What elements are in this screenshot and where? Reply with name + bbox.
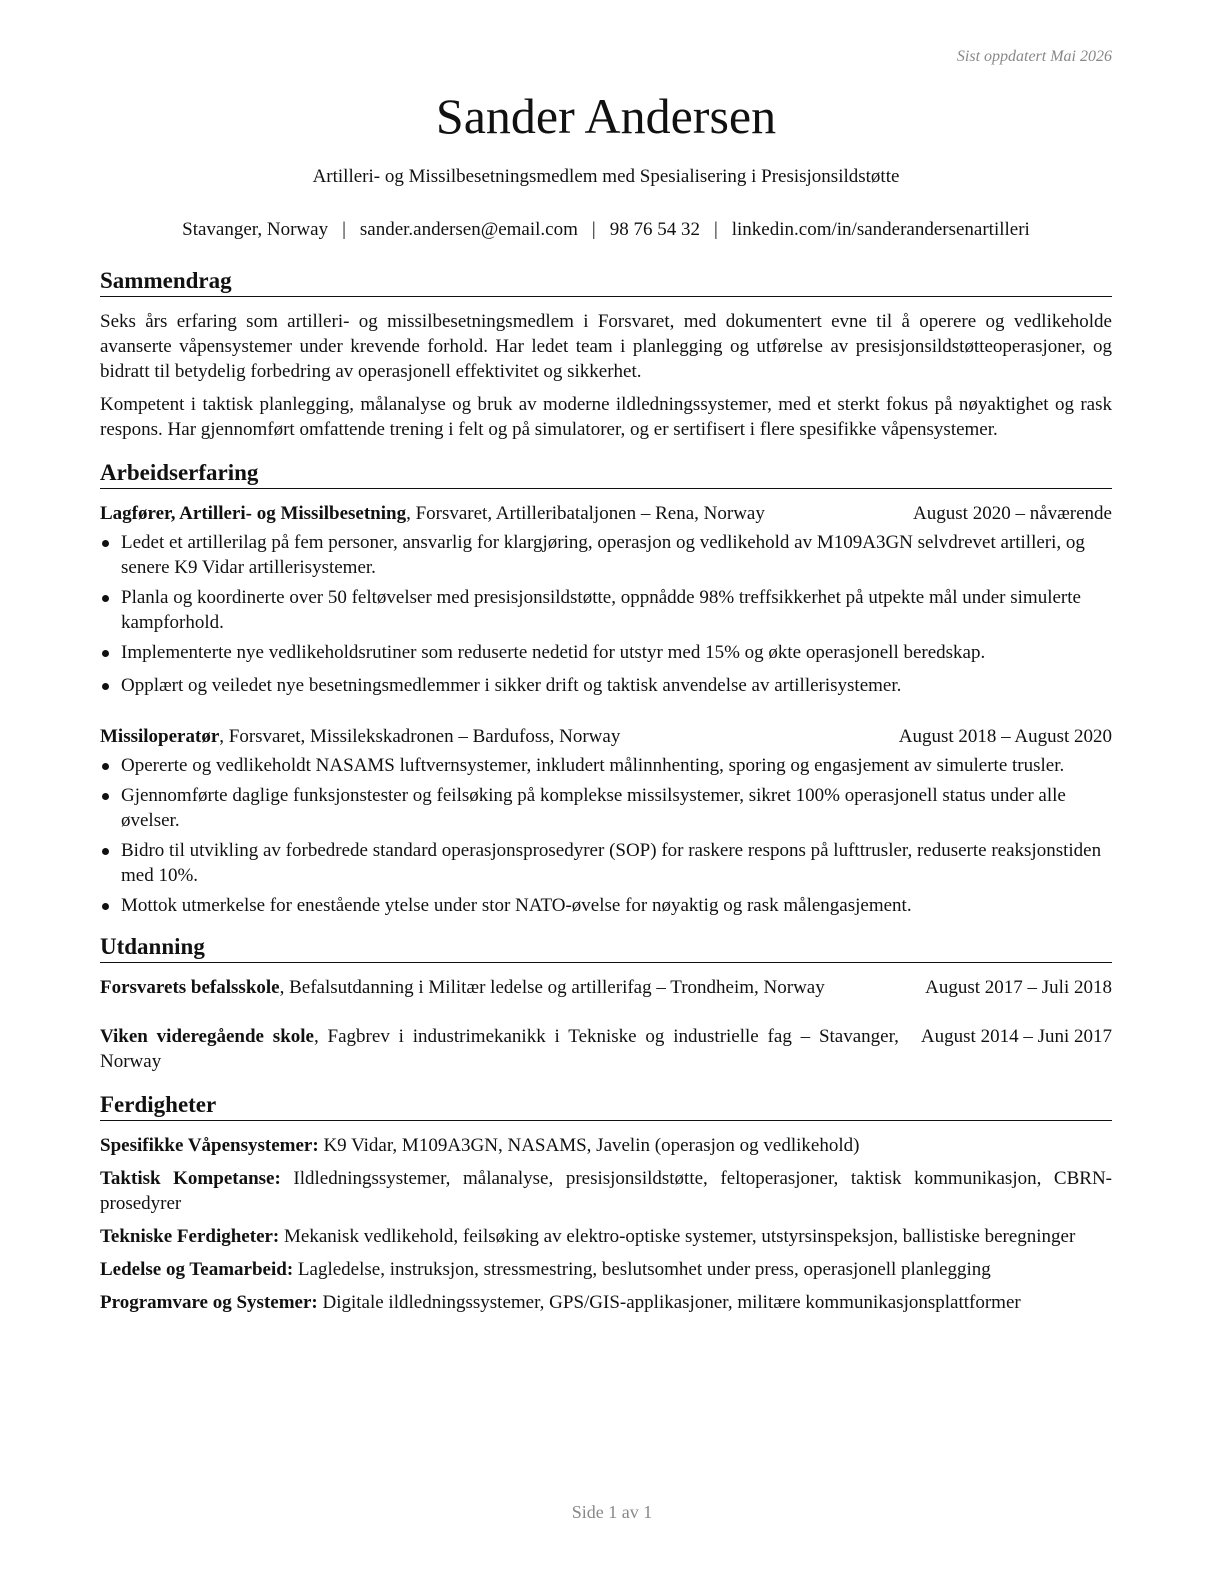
section-title-education: Utdanning bbox=[100, 932, 1112, 963]
school-name: Forsvarets befalsskole bbox=[100, 977, 280, 998]
education-detail bbox=[100, 1024, 899, 1074]
experience-header bbox=[100, 501, 1112, 526]
bullet-text: Mottok utmerkelse for enestående ytelse under stor NATO-øvelse for nøyaktig og rask målengasjement. bbox=[121, 895, 912, 916]
skill-label: Programvare og Systemer: bbox=[100, 1292, 318, 1313]
resume-body bbox=[100, 84, 1112, 1323]
contact-separator: | bbox=[713, 219, 718, 240]
bullet-text: Gjennomførte daglige funksjonstester og feilsøking på komplekse missilsystemer, sikret 100% operasjonell status under alle øvelser. bbox=[121, 785, 1066, 831]
bullet-text: Bidro til utvikling av forbedrede standard operasjonsprosedyrer (SOP) for raskere respons på lufttrusler, reduserte reaksjonstiden med 10%. bbox=[121, 840, 1102, 886]
list-item bbox=[100, 530, 1112, 580]
job-organization: , Forsvaret, Artilleribataljonen – Rena, Norway bbox=[406, 503, 765, 524]
education-dates: August 2017 – Juli 2018 bbox=[925, 977, 1112, 998]
summary-paragraph: Kompetent i taktisk planlegging, målanalyse og bruk av moderne ildledningssystemer, med et sterkt fokus på nøyaktighet og rask respons. Har gjennomført omfattende trening i felt og på simulatorer, og er sertifisert i flere spesifikke våpensystemer. bbox=[100, 394, 1112, 440]
education-header bbox=[100, 975, 1112, 1000]
bullet-text: Opererte og vedlikeholdt NASAMS luftvernsystemer, inkludert målinnhenting, sporing og engasjement av simulerte trusler. bbox=[121, 755, 1065, 776]
experience-bullets bbox=[100, 753, 1112, 918]
list-item bbox=[100, 640, 1112, 665]
skill-value: Mekanisk vedlikehold, feilsøking av elektro-optiske systemer, utstyrsinspeksjon, ballistiske beregninger bbox=[279, 1226, 1076, 1247]
job-organization: , Forsvaret, Missilekskadronen – Bardufoss, Norway bbox=[219, 726, 621, 747]
bullet-icon bbox=[102, 650, 109, 657]
experience-role bbox=[100, 724, 877, 749]
skill-label: Taktisk Kompetanse: bbox=[100, 1168, 281, 1189]
list-item bbox=[100, 838, 1112, 888]
skill-value: Lagledelse, instruksjon, stressmestring, beslutsomhet under press, operasjonell planlegging bbox=[293, 1259, 991, 1280]
job-dates: August 2018 – August 2020 bbox=[898, 726, 1112, 747]
list-item bbox=[100, 893, 1112, 918]
skill-row bbox=[100, 1257, 1112, 1282]
skill-row bbox=[100, 1290, 1112, 1315]
last-updated: Sist oppdatert Mai 2026 bbox=[956, 48, 1112, 65]
candidate-name: Sander Andersen bbox=[435, 88, 777, 144]
skill-label: Tekniske Ferdigheter: bbox=[100, 1226, 280, 1247]
list-item bbox=[100, 783, 1112, 833]
contact-separator: | bbox=[342, 219, 346, 240]
bullet-text: Opplært og veiledet nye besetningsmedlemmer i sikker drift og taktisk anvendelse av artillerisystemer. bbox=[121, 675, 902, 696]
summary-paragraph: Seks års erfaring som artilleri- og missilbesetningsmedlem i Forsvaret, med dokumentert evne til å operere og vedlikeholde avanserte våpensystemer under krevende forhold. Har ledet team i planlegging og utførelse av presisjonsildstøtteoperasjoner, og bidratt til betydelig forbedring av operasjonell effektivitet og sikkerhet. bbox=[100, 311, 1112, 382]
education-detail bbox=[100, 975, 903, 1000]
skill-label: Spesifikke Våpensystemer: bbox=[100, 1135, 319, 1156]
skill-label: Ledelse og Teamarbeid: bbox=[100, 1259, 294, 1280]
contact-line bbox=[100, 217, 1112, 242]
contact-separator: | bbox=[591, 219, 596, 240]
bullet-icon bbox=[102, 683, 109, 690]
skill-value: Ildledningssystemer, målanalyse, presisjonsildstøtte, feltoperasjoner, taktisk kommunikasjon, CBRN-prosedyrer bbox=[100, 1168, 1113, 1214]
page-number: Side 1 av 1 bbox=[571, 1502, 653, 1522]
experience-role bbox=[100, 501, 891, 526]
school-name: Viken videregående skole bbox=[100, 1026, 314, 1047]
job-title: Lagfører, Artilleri- og Missilbesetning bbox=[100, 503, 407, 524]
list-item bbox=[100, 673, 1112, 698]
degree-text: , Befalsutdanning i Militær ledelse og artillerifag – Trondheim, Norway bbox=[279, 977, 825, 998]
degree-text: , Fagbrev i industrimekanikk i Tekniske og industrielle fag – Stavanger, Norway bbox=[100, 1026, 899, 1072]
experience-bullets bbox=[100, 530, 1112, 698]
bullet-text: Ledet et artillerilag på fem personer, ansvarlig for klargjøring, operasjon og vedlikehold av M109A3GN selvdrevet artilleri, og senere K9 Vidar artillerisystemer. bbox=[121, 532, 1085, 578]
contact-phone: 98 76 54 32 bbox=[609, 219, 700, 240]
list-item bbox=[100, 585, 1112, 635]
skill-row bbox=[100, 1133, 1112, 1158]
skill-row bbox=[100, 1224, 1112, 1249]
section-title-skills: Ferdigheter bbox=[100, 1090, 1112, 1121]
bullet-icon bbox=[102, 903, 109, 910]
experience-entry bbox=[100, 724, 1112, 918]
bullet-icon bbox=[102, 793, 109, 800]
experience-entry bbox=[100, 501, 1112, 698]
bullet-icon bbox=[102, 763, 109, 770]
candidate-headline: Artilleri- og Missilbesetningsmedlem med Spesialisering i Presisjonsildstøtte bbox=[312, 166, 900, 187]
experience-header bbox=[100, 724, 1112, 749]
bullet-icon bbox=[102, 595, 109, 602]
education-header bbox=[100, 1024, 1112, 1074]
list-item bbox=[100, 753, 1112, 778]
contact-email[interactable]: sander.andersen@email.com bbox=[359, 219, 578, 240]
contact-location: Stavanger, Norway bbox=[182, 219, 329, 240]
section-title-summary: Sammendrag bbox=[100, 266, 1112, 297]
job-title: Missiloperatør bbox=[100, 726, 220, 747]
bullet-text: Implementerte nye vedlikeholdsrutiner som reduserte nedetid for utstyr med 15% og økte operasjonell beredskap. bbox=[121, 642, 986, 663]
bullet-icon bbox=[102, 540, 109, 547]
education-dates: August 2014 – Juni 2017 bbox=[920, 1026, 1112, 1047]
education-entry bbox=[100, 1024, 1112, 1074]
skill-value: Digitale ildledningssystemer, GPS/GIS-applikasjoner, militære kommunikasjonsplattformer bbox=[317, 1292, 1021, 1313]
job-dates: August 2020 – nåværende bbox=[913, 503, 1112, 524]
contact-linkedin[interactable]: linkedin.com/in/sanderandersenartilleri bbox=[731, 219, 1030, 240]
skill-row bbox=[100, 1166, 1112, 1216]
section-title-experience: Arbeidserfaring bbox=[100, 458, 1112, 489]
skill-value: K9 Vidar, M109A3GN, NASAMS, Javelin (operasjon og vedlikehold) bbox=[318, 1135, 860, 1156]
bullet-text: Planla og koordinerte over 50 feltøvelser med presisjonsildstøtte, oppnådde 98% treffsikkerhet på utpekte mål under simulerte kampforhold. bbox=[121, 587, 1081, 633]
education-entry bbox=[100, 975, 1112, 1000]
bullet-icon bbox=[102, 848, 109, 855]
